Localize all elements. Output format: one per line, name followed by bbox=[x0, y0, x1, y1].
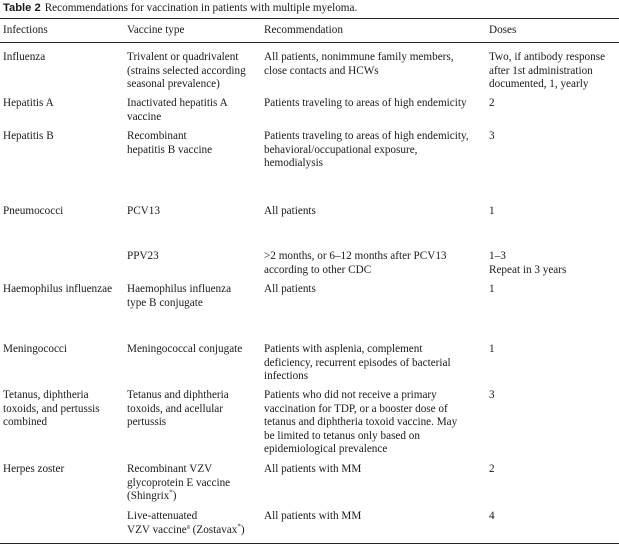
table-caption bbox=[3, 2, 357, 14]
table-row-zostavax-recommendation: All patients with MM bbox=[264, 510, 362, 522]
table-row-ppv23-recommendation: >2 months, or 6–12 months after PCV13 according to other CDC bbox=[264, 250, 447, 276]
table-row-hepatitis-b-infection: Hepatitis B bbox=[3, 130, 54, 142]
table-row-haemophilus-doses: 1 bbox=[489, 283, 495, 295]
vaccine-brand-text: (Zostavax bbox=[189, 523, 238, 536]
table-row-zostavax-doses: 4 bbox=[489, 510, 495, 522]
table-row-hepatitis-b-doses: 3 bbox=[489, 130, 495, 142]
trademark-mark: * bbox=[169, 488, 173, 497]
table-row-influenza-infection: Influenza bbox=[3, 51, 46, 63]
table-label: Table 2 bbox=[3, 2, 41, 14]
table-row-ppv23-vaccine: PPV23 bbox=[127, 250, 159, 262]
header-recommendation: Recommendation bbox=[264, 24, 343, 36]
table-row-tetanus-doses: 3 bbox=[489, 389, 495, 401]
bottom-rule bbox=[0, 543, 619, 544]
table-row-herpes-zoster-infection: Herpes zoster bbox=[3, 463, 65, 475]
table-row-hepatitis-b-vaccine: Recombinant hepatitis B vaccine bbox=[127, 130, 213, 156]
table-row-haemophilus-recommendation: All patients bbox=[264, 283, 316, 295]
table-row-pneumococci-recommendation: All patients bbox=[264, 205, 316, 217]
table-row-hepatitis-a-infection: Hepatitis A bbox=[3, 97, 54, 109]
trademark-mark: * bbox=[237, 521, 241, 530]
closing-paren: ) bbox=[240, 523, 245, 536]
vaccine-name-text: Recombinant VZV glycoprotein E vaccine (Shingrix bbox=[127, 463, 231, 503]
table-row-haemophilus-infection: Haemophilus influenzae bbox=[3, 283, 113, 295]
table-row-tetanus-recommendation: Patients who did not receive a primary vaccination for TDP, or a booster dose of tetanus and diphtheria toxoid vaccine. May be limited to tetanus only based on epidemiological prevalence bbox=[264, 389, 458, 456]
table-row-tetanus-vaccine: Tetanus and diphtheria toxoids, and acellular pertussis bbox=[127, 389, 229, 429]
vaccine-name-text: Live-attenuated VZV vaccine bbox=[127, 510, 198, 536]
header-rule bbox=[0, 42, 619, 43]
table-row-influenza-recommendation: All patients, nonimmune family members, close contacts and HCWs bbox=[264, 51, 454, 77]
table-row-pneumococci-doses: 1 bbox=[489, 205, 495, 217]
table-row-meningococci-vaccine: Meningococcal conjugate bbox=[127, 343, 243, 355]
table-row-pneumococci-infection: Pneumococci bbox=[3, 205, 64, 217]
top-rule bbox=[0, 18, 619, 19]
header-vaccine-type: Vaccine type bbox=[127, 24, 185, 36]
table-row-ppv23-doses: 1–3 Repeat in 3 years bbox=[489, 250, 567, 276]
table-row-hepatitis-a-recommendation: Patients traveling to areas of high endemicity bbox=[264, 97, 467, 109]
table-row-pneumococci-vaccine: PCV13 bbox=[127, 205, 160, 217]
table-row-zostavax-vaccine bbox=[127, 510, 263, 537]
table-row-haemophilus-vaccine: Haemophilus influenza type B conjugate bbox=[127, 283, 232, 309]
table-row-tetanus-infection: Tetanus, diphtheria toxoids, and pertussis combined bbox=[3, 389, 100, 429]
footnote-mark: a bbox=[186, 521, 190, 530]
closing-paren: ) bbox=[172, 490, 177, 503]
header-infections: Infections bbox=[3, 24, 48, 36]
table-row-meningococci-doses: 1 bbox=[489, 343, 495, 355]
table-row-hepatitis-a-vaccine: Inactivated hepatitis A vaccine bbox=[127, 97, 228, 123]
header-doses: Doses bbox=[489, 24, 517, 36]
table-row-meningococci-infection: Meningococci bbox=[3, 343, 67, 355]
table-row-herpes-zoster-vaccine bbox=[127, 463, 263, 504]
table-row-influenza-doses: Two, if antibody response after 1st administration documented, 1, yearly bbox=[489, 51, 606, 91]
table-row-hepatitis-b-recommendation: Patients traveling to areas of high endemicity, behavioral/occupational exposure, hemodialysis bbox=[264, 130, 469, 170]
table-title: Recommendations for vaccination in patients with multiple myeloma. bbox=[44, 2, 358, 14]
table-row-meningococci-recommendation: Patients with asplenia, complement deficiency, recurrent episodes of bacterial infections bbox=[264, 343, 451, 383]
table-row-hepatitis-a-doses: 2 bbox=[489, 97, 495, 109]
table-row-influenza-vaccine: Trivalent or quadrivalent (strains selected according seasonal prevalence) bbox=[127, 51, 246, 91]
table-row-herpes-zoster-recommendation: All patients with MM bbox=[264, 463, 362, 475]
table-row-herpes-zoster-doses: 2 bbox=[489, 463, 495, 475]
